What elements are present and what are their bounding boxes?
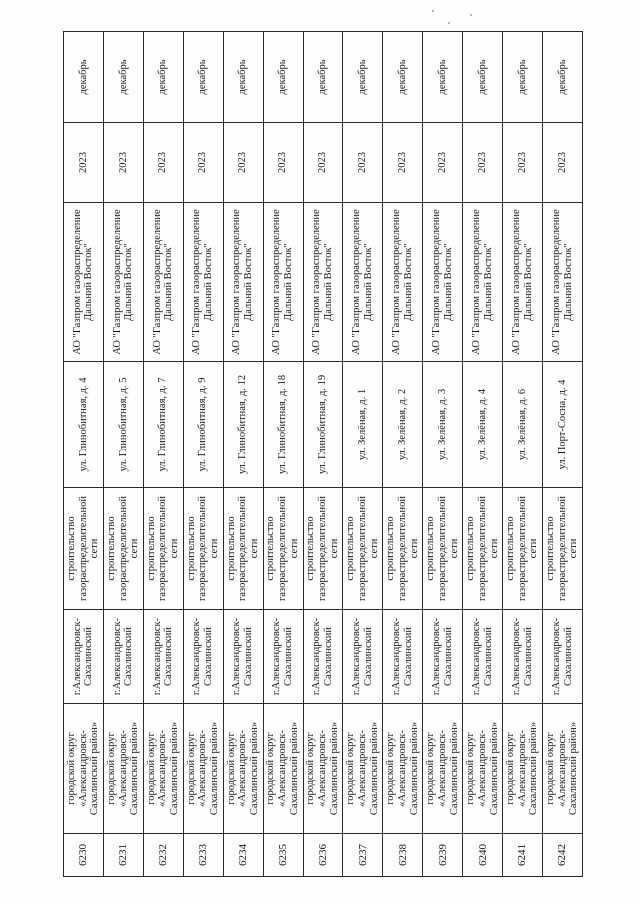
table-row <box>183 32 223 877</box>
month-cell: декабрь <box>423 32 463 123</box>
year-cell: 2023 <box>183 123 223 203</box>
municipality-cell: городской округ «Александровск-Сахалинский район» <box>263 704 303 834</box>
row-number: 6232 <box>143 834 183 877</box>
row-number: 6241 <box>503 834 543 877</box>
locality-cell: г.Александровск-Сахалинский <box>423 610 463 704</box>
month-cell: декабрь <box>263 32 303 123</box>
organization-cell: АО "Газпром газораспределение Дальний Восток" <box>263 203 303 362</box>
address-cell: ул. Глинобитная, д. 12 <box>223 362 263 488</box>
rotated-table-wrapper <box>63 32 583 877</box>
row-number: 6230 <box>64 834 104 877</box>
year-cell: 2023 <box>64 123 104 203</box>
table-row <box>383 32 423 877</box>
organization-cell: АО "Газпром газораспределение Дальний Восток" <box>543 203 583 362</box>
table-row <box>463 32 503 877</box>
organization-cell: АО "Газпром газораспределение Дальний Восток" <box>103 203 143 362</box>
row-number: 6236 <box>303 834 343 877</box>
year-cell: 2023 <box>103 123 143 203</box>
organization-cell: АО "Газпром газораспределение Дальний Восток" <box>64 203 104 362</box>
activity-cell: строительство газораспределительной сети <box>143 488 183 610</box>
organization-cell: АО "Газпром газораспределение Дальний Восток" <box>423 203 463 362</box>
locality-cell: г.Александровск-Сахалинский <box>303 610 343 704</box>
scan-speck <box>470 14 472 16</box>
activity-cell: строительство газораспределительной сети <box>343 488 383 610</box>
address-cell: ул. Глинобитная, д. 19 <box>303 362 343 488</box>
table-row <box>103 32 143 877</box>
address-cell: ул. Зелёная, д. 4 <box>463 362 503 488</box>
activity-cell: строительство газораспределительной сети <box>303 488 343 610</box>
municipality-cell: городской округ «Александровск-Сахалинский район» <box>423 704 463 834</box>
municipality-cell: городской округ «Александровск-Сахалинский район» <box>463 704 503 834</box>
row-number: 6231 <box>103 834 143 877</box>
table-row <box>143 32 183 877</box>
address-cell: ул. Зелёная, д. 1 <box>343 362 383 488</box>
table-row <box>423 32 463 877</box>
address-cell: ул. Глинобитная, д. 7 <box>143 362 183 488</box>
locality-cell: г.Александровск-Сахалинский <box>463 610 503 704</box>
activity-cell: строительство газораспределительной сети <box>463 488 503 610</box>
activity-cell: строительство газораспределительной сети <box>183 488 223 610</box>
month-cell: декабрь <box>463 32 503 123</box>
table-row <box>64 32 104 877</box>
row-number: 6242 <box>543 834 583 877</box>
row-number: 6235 <box>263 834 303 877</box>
scan-speck <box>432 10 434 12</box>
activity-cell: строительство газораспределительной сети <box>263 488 303 610</box>
activity-cell: строительство газораспределительной сети <box>543 488 583 610</box>
month-cell: декабрь <box>103 32 143 123</box>
address-cell: ул. Глинобитная, д. 18 <box>263 362 303 488</box>
municipality-cell: городской округ «Александровск-Сахалинский район» <box>303 704 343 834</box>
row-number: 6234 <box>223 834 263 877</box>
municipality-cell: городской округ «Александровск-Сахалинский район» <box>183 704 223 834</box>
month-cell: декабрь <box>64 32 104 123</box>
year-cell: 2023 <box>303 123 343 203</box>
municipality-cell: городской округ «Александровск-Сахалинский район» <box>223 704 263 834</box>
organization-cell: АО "Газпром газораспределение Дальний Восток" <box>343 203 383 362</box>
year-cell: 2023 <box>223 123 263 203</box>
organization-cell: АО "Газпром газораспределение Дальний Восток" <box>383 203 423 362</box>
row-number: 6233 <box>183 834 223 877</box>
address-cell: ул. Порт-Сосна, д. 4 <box>543 362 583 488</box>
municipality-cell: городской округ «Александровск-Сахалинский район» <box>503 704 543 834</box>
organization-cell: АО "Газпром газораспределение Дальний Восток" <box>183 203 223 362</box>
locality-cell: г.Александровск-Сахалинский <box>64 610 104 704</box>
row-number: 6237 <box>343 834 383 877</box>
locality-cell: г.Александровск-Сахалинский <box>543 610 583 704</box>
locality-cell: г.Александровск-Сахалинский <box>183 610 223 704</box>
activity-cell: строительство газораспределительной сети <box>103 488 143 610</box>
organization-cell: АО "Газпром газораспределение Дальний Восток" <box>303 203 343 362</box>
locality-cell: г.Александровск-Сахалинский <box>103 610 143 704</box>
year-cell: 2023 <box>543 123 583 203</box>
year-cell: 2023 <box>463 123 503 203</box>
organization-cell: АО "Газпром газораспределение Дальний Восток" <box>503 203 543 362</box>
municipality-cell: городской округ «Александровск-Сахалинский район» <box>103 704 143 834</box>
municipality-cell: городской округ «Александровск-Сахалинский район» <box>143 704 183 834</box>
row-number: 6238 <box>383 834 423 877</box>
scan-speck <box>448 22 450 24</box>
month-cell: декабрь <box>303 32 343 123</box>
table-row <box>223 32 263 877</box>
row-number: 6239 <box>423 834 463 877</box>
year-cell: 2023 <box>503 123 543 203</box>
address-cell: ул. Зелёная, д. 3 <box>423 362 463 488</box>
activity-cell: строительство газораспределительной сети <box>64 488 104 610</box>
locality-cell: г.Александровск-Сахалинский <box>263 610 303 704</box>
year-cell: 2023 <box>143 123 183 203</box>
table-row <box>543 32 583 877</box>
activity-cell: строительство газораспределительной сети <box>503 488 543 610</box>
year-cell: 2023 <box>423 123 463 203</box>
municipality-cell: городской округ «Александровск-Сахалинский район» <box>343 704 383 834</box>
year-cell: 2023 <box>383 123 423 203</box>
address-cell: ул. Глинобитная, д. 9 <box>183 362 223 488</box>
gasification-table <box>63 31 583 877</box>
month-cell: декабрь <box>183 32 223 123</box>
year-cell: 2023 <box>263 123 303 203</box>
month-cell: декабрь <box>383 32 423 123</box>
locality-cell: г.Александровск-Сахалинский <box>143 610 183 704</box>
month-cell: декабрь <box>223 32 263 123</box>
address-cell: ул. Зелёная, д. 2 <box>383 362 423 488</box>
organization-cell: АО "Газпром газораспределение Дальний Восток" <box>463 203 503 362</box>
municipality-cell: городской округ «Александровск-Сахалинский район» <box>543 704 583 834</box>
locality-cell: г.Александровск-Сахалинский <box>223 610 263 704</box>
organization-cell: АО "Газпром газораспределение Дальний Восток" <box>143 203 183 362</box>
table-row <box>263 32 303 877</box>
table-row <box>503 32 543 877</box>
activity-cell: строительство газораспределительной сети <box>223 488 263 610</box>
year-cell: 2023 <box>343 123 383 203</box>
address-cell: ул. Глинобитная, д. 5 <box>103 362 143 488</box>
address-cell: ул. Глинобитная, д. 4 <box>64 362 104 488</box>
month-cell: декабрь <box>503 32 543 123</box>
table-body <box>64 32 583 877</box>
municipality-cell: городской округ «Александровск-Сахалинский район» <box>64 704 104 834</box>
month-cell: декабрь <box>543 32 583 123</box>
organization-cell: АО "Газпром газораспределение Дальний Восток" <box>223 203 263 362</box>
locality-cell: г.Александровск-Сахалинский <box>503 610 543 704</box>
locality-cell: г.Александровск-Сахалинский <box>383 610 423 704</box>
month-cell: декабрь <box>143 32 183 123</box>
table-row <box>343 32 383 877</box>
municipality-cell: городской округ «Александровск-Сахалинский район» <box>383 704 423 834</box>
address-cell: ул. Зелёная, д. 6 <box>503 362 543 488</box>
activity-cell: строительство газораспределительной сети <box>423 488 463 610</box>
table-row <box>303 32 343 877</box>
locality-cell: г.Александровск-Сахалинский <box>343 610 383 704</box>
row-number: 6240 <box>463 834 503 877</box>
month-cell: декабрь <box>343 32 383 123</box>
activity-cell: строительство газораспределительной сети <box>383 488 423 610</box>
